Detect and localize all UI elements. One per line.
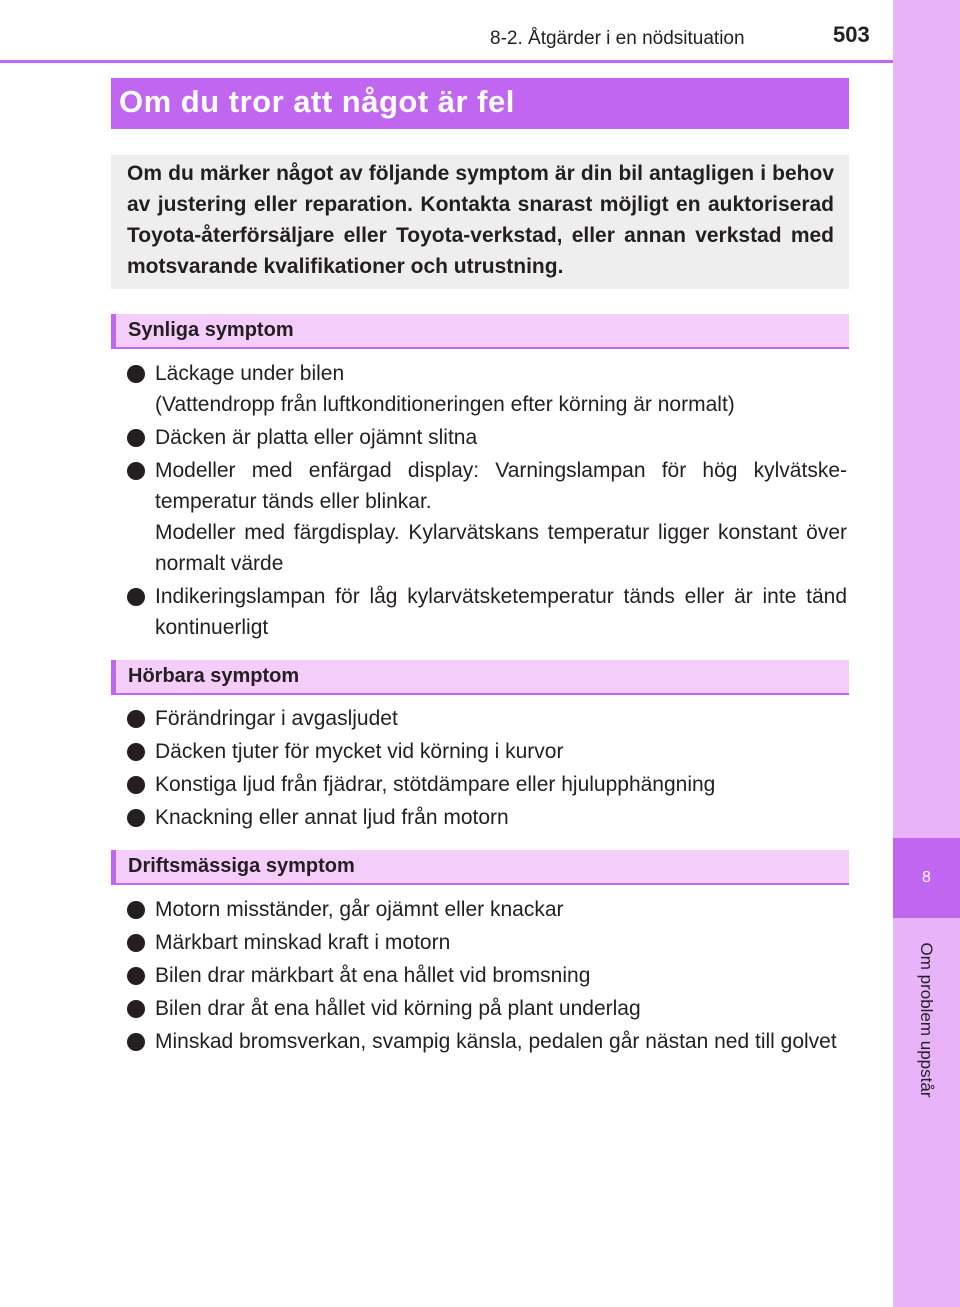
page-number: 503 — [833, 22, 870, 47]
bullet-icon — [127, 429, 145, 447]
list-item-text: Förändringar i avgasljudet — [155, 707, 398, 730]
bullet-icon — [127, 710, 145, 728]
bullet-icon — [127, 743, 145, 761]
list-item-text: Däcken är platta eller ojämnt slitna — [155, 426, 478, 449]
section-heading-visible: Synliga symptom — [111, 314, 849, 349]
header-divider — [0, 60, 893, 63]
list-item — [127, 927, 847, 958]
list-item-text: Indikeringslampan för låg kylarvätsketemperatur tänds eller är inte tänd kontinuerligt — [155, 585, 847, 639]
bullet-icon — [127, 1000, 145, 1018]
symptom-list-operational — [127, 894, 847, 1059]
list-item — [127, 1026, 847, 1057]
list-item-text: Knackning eller annat ljud från motorn — [155, 806, 509, 829]
section-heading-audible: Hörbara symptom — [111, 660, 849, 695]
chapter-title: Om problem uppstår — [917, 942, 936, 1098]
intro-box: Om du märker något av följande symptom är din bil antagligen i behov av justering eller reparation. Kontakta snarast möjligt en auktoriserad Toyota-återförsäljare eller Toyota-verkstad, eller annan verkstad med motsvarande kvalifikationer och utrustning. — [111, 155, 849, 289]
header-section-title: 8-2. Åtgärder i en nödsituation — [490, 28, 745, 49]
list-item-text: Motorn misständer, går ojämnt eller knackar — [155, 898, 564, 921]
list-item-text: Däcken tjuter för mycket vid körning i kurvor — [155, 740, 564, 763]
bullet-icon — [127, 588, 145, 606]
list-item — [127, 802, 847, 833]
bullet-icon — [127, 934, 145, 952]
list-item-subtext: Modeller med färgdisplay. Kylarvätskans temperatur ligger konstant över normalt värde — [155, 521, 847, 575]
list-item-subtext: (Vattendropp från luftkonditioneringen efter körning är normalt) — [155, 393, 735, 416]
list-item-text: Bilen drar åt ena hållet vid körning på plant underlag — [155, 997, 641, 1020]
page-title: Om du tror att något är fel — [111, 78, 849, 129]
bullet-icon — [127, 462, 145, 480]
list-item — [127, 422, 847, 453]
bullet-icon — [127, 967, 145, 985]
list-item-text: Bilen drar märkbart åt ena hållet vid bromsning — [155, 964, 591, 987]
symptom-list-visible — [127, 358, 847, 645]
list-item — [127, 455, 847, 579]
chapter-number: 8 — [893, 838, 960, 918]
list-item-text: Modeller med enfärgad display: Varningslampan för hög kylvätske-temperatur tänds eller blinkar. — [155, 459, 847, 513]
symptom-list-audible — [127, 703, 847, 835]
section-heading-operational: Driftsmässiga symptom — [111, 850, 849, 885]
list-item — [127, 703, 847, 734]
list-item-text: Läckage under bilen — [155, 362, 345, 385]
bullet-icon — [127, 901, 145, 919]
list-item-text: Märkbart minskad kraft i motorn — [155, 931, 451, 954]
bullet-icon — [127, 1033, 145, 1051]
list-item — [127, 960, 847, 991]
bullet-icon — [127, 809, 145, 827]
list-item-text: Minskad bromsverkan, svampig känsla, pedalen går nästan ned till golvet — [155, 1030, 837, 1053]
list-item — [127, 894, 847, 925]
list-item — [127, 769, 847, 800]
list-item — [127, 358, 847, 420]
list-item — [127, 993, 847, 1024]
list-item — [127, 581, 847, 643]
bullet-icon — [127, 776, 145, 794]
list-item-text: Konstiga ljud från fjädrar, stötdämpare eller hjulupphängning — [155, 773, 716, 796]
list-item — [127, 736, 847, 767]
bullet-icon — [127, 365, 145, 383]
chapter-side-tab — [893, 0, 960, 1307]
